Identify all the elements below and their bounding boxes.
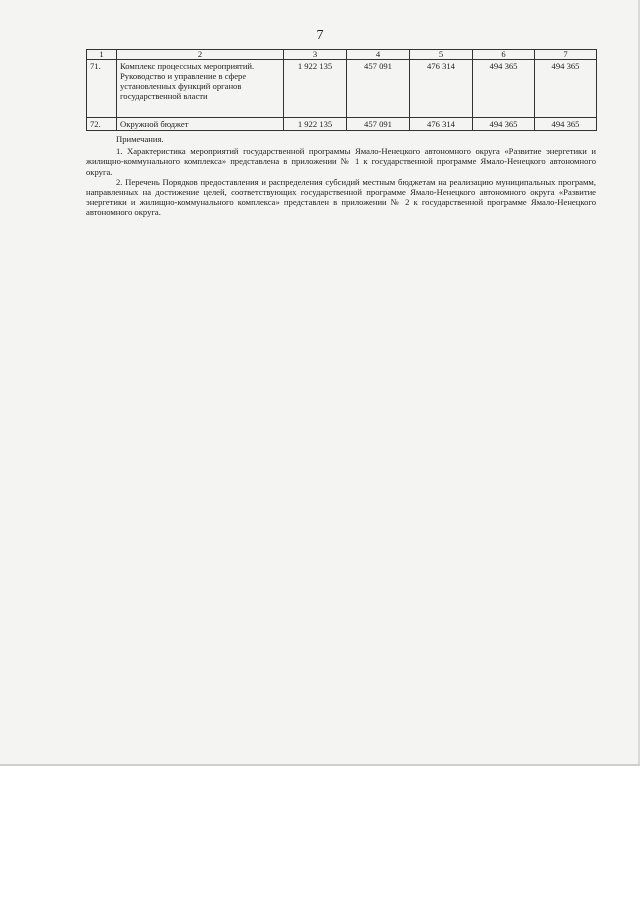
table-header-row: [87, 50, 597, 60]
table-row: [87, 118, 597, 131]
row-value: 494 365: [535, 118, 597, 131]
row-name: Комплекс процессных мероприятий. Руководство и управление в сфере установленных функций органов государственной власти: [117, 60, 284, 118]
row-value: 476 314: [410, 60, 473, 118]
row-value: 494 365: [473, 60, 535, 118]
column-header: 5: [410, 50, 473, 60]
row-number: 72.: [87, 118, 117, 131]
row-name: Окружной бюджет: [117, 118, 284, 131]
column-header: 2: [117, 50, 284, 60]
scan-edge: [0, 764, 640, 766]
column-header: 6: [473, 50, 535, 60]
note-item: 1. Характеристика мероприятий государственной программы Ямало-Ненецкого автономного округа «Развитие энергетики и жилищно-коммунального комплекса» представлена в приложении № 1 к государственной программе Ямало-Ненецкого автономного округа.: [86, 146, 596, 177]
note-item: 2. Перечень Порядков предоставления и распределения субсидий местным бюджетам на реализацию муниципальных программ, направленных на достижение целей, соответствующих государственной программе Ямало-Ненецкого автономного округа «Развитие энергетики и жилищно-коммунального комплекса» представлен в приложении № 2 к государственной программе Ямало-Ненецкого автономного округа.: [86, 176, 596, 218]
page-number: 7: [316, 28, 324, 43]
budget-table: [86, 49, 597, 131]
row-value: 476 314: [410, 118, 473, 131]
row-value: 1 922 135: [284, 118, 347, 131]
notes-section: [86, 134, 596, 218]
row-value: 1 922 135: [284, 60, 347, 118]
table-row: [87, 60, 597, 118]
row-value: 494 365: [535, 60, 597, 118]
row-value: 457 091: [347, 60, 410, 118]
column-header: 3: [284, 50, 347, 60]
row-value: 457 091: [347, 118, 410, 131]
row-value: 494 365: [473, 118, 535, 131]
column-header: 7: [535, 50, 597, 60]
column-header: 1: [87, 50, 117, 60]
column-header: 4: [347, 50, 410, 60]
notes-title: Примечания.: [116, 134, 164, 144]
row-number: 71.: [87, 60, 117, 118]
